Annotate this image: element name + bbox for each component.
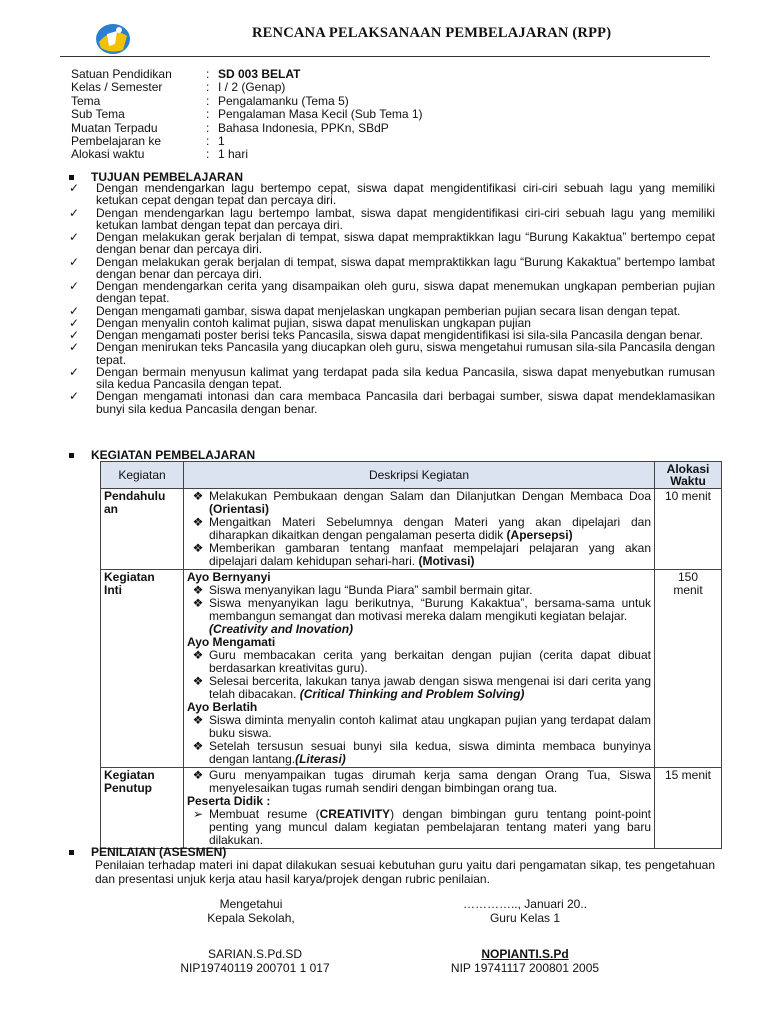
diamond-bullet-icon: ❖ xyxy=(192,648,204,662)
goal-text: Dengan menirukan teks Pancasila yang diucapkan oleh guru, siswa mengetahui rumusan sila-sila Pancasila dengan tepat. xyxy=(96,340,715,367)
arrow-bullet-icon: ➢ xyxy=(192,807,204,821)
diamond-bullet-icon: ❖ xyxy=(192,596,204,610)
item-tag: (Literasi) xyxy=(295,752,346,766)
item-text: Membuat resume (CREATIVITY) dengan bimbingan guru tentang point-point penting yang muncul dalam kegiatan pembelajaran tentang materi yang baru dilakukan. xyxy=(209,807,651,847)
check-icon: ✓ xyxy=(69,254,80,269)
identity-label: Kelas / Semester xyxy=(71,80,163,95)
item-text: Mengaitkan Materi Sebelumnya dengan Materi yang akan dipelajari dan diharapkan dikaitkan dengan pengalaman peserta didik (Apersepsi) xyxy=(209,515,651,542)
list-item xyxy=(187,808,651,847)
identity-row xyxy=(71,135,423,148)
item-text: Guru membacakan cerita yang berkaitan dengan pujian (cerita dapat dibuat berdasarkan kreativitas guru). xyxy=(209,648,651,675)
list-item xyxy=(187,542,651,568)
diamond-bullet-icon: ❖ xyxy=(192,674,204,688)
identity-value: Pengalamanku (Tema 5) xyxy=(218,93,349,108)
list-item xyxy=(187,490,651,516)
activity-description xyxy=(184,768,655,849)
square-bullet-icon xyxy=(69,850,74,855)
document-title: RENCANA PELAKSANAAN PEMBELAJARAN (RPP) xyxy=(252,25,612,41)
signature-left-name: SARIAN.S.Pd.SD NIP19740119 200701 1 017 xyxy=(180,947,330,975)
goals-list xyxy=(69,182,715,415)
square-bullet-icon xyxy=(69,453,74,458)
activity-description xyxy=(184,489,655,570)
activity-name: Pendahulu an xyxy=(101,489,184,570)
activity-table xyxy=(100,461,722,849)
assessment-text: Penilaian terhadap materi ini dapat dilakukan sesuai kebutuhan guru yaitu dari pengamatan sikap, tes pengetahuan dan presentasi unjuk kerja atau hasil karya/projek dengan rubric penilaian. xyxy=(95,858,715,886)
list-item xyxy=(187,516,651,542)
identity-colon: : xyxy=(206,93,210,108)
goal-item xyxy=(69,366,715,391)
table-row-pendahuluan xyxy=(101,489,722,570)
item-text: Guru menyampaikan tugas dirumah kerja sama dengan Orang Tua, Siswa menyelesaikan tugas rumah sendiri dengan bimbingan orang tua. xyxy=(209,768,651,795)
identity-value: Bahasa Indonesia, PPKn, SBdP xyxy=(218,120,389,135)
square-bullet-icon xyxy=(69,175,74,180)
diamond-bullet-icon: ❖ xyxy=(192,713,204,727)
tut-wuri-handayani-logo-icon xyxy=(93,22,133,58)
goal-text: Dengan bermain menyusun kalimat yang terdapat pada sila kedua Pancasila, siswa dapat menyebutkan rumusan sila kedua Pancasila dengan tepat. xyxy=(96,364,715,391)
item-tag: (Critical Thinking and Problem Solving) xyxy=(299,687,525,701)
section-heading-penilaian: PENILAIAN (ASESMEN) xyxy=(69,845,226,859)
signature-right: ………….., Januari 20.. Guru Kelas 1 xyxy=(462,897,588,925)
goal-text: Dengan mengamati gambar, siswa dapat menjelaskan ungkapan pemberian pujian secara lisan dengan tepat. xyxy=(96,303,681,318)
list-item xyxy=(187,649,651,675)
identity-value: 1 hari xyxy=(218,147,249,162)
goal-text: Dengan mendengarkan cerita yang disampaikan oleh guru, siswa dapat menemukan ungkapan pemberian pujian dengan tepat. xyxy=(96,279,715,306)
identity-label: Muatan Terpadu xyxy=(71,120,158,135)
group-note: (Creativity and Inovation) xyxy=(209,622,354,636)
diamond-bullet-icon: ❖ xyxy=(192,489,204,503)
identity-value: SD 003 BELAT xyxy=(218,67,301,81)
activity-name: Kegiatan Penutup xyxy=(101,768,184,849)
identity-row xyxy=(71,148,423,161)
goal-text: Dengan mendengarkan lagu bertempo cepat, siswa dapat mengidentifikasi ciri-ciri sebuah lagu yang memiliki ketukan cepat dengan tepat dan percaya diri. xyxy=(96,181,715,208)
identity-row xyxy=(71,108,423,121)
item-text: Melakukan Pembukaan dengan Salam dan Dilanjutkan Dengan Membaca Doa (Orientasi) xyxy=(209,489,651,516)
item-text: Selesai bercerita, lakukan tanya jawab dengan siswa mengenai isi dari cerita yang telah dibacakan. (Critical Thinking and Problem Solving) xyxy=(209,674,651,701)
list-item xyxy=(187,714,651,740)
goal-item xyxy=(69,390,715,415)
identity-colon: : xyxy=(206,80,210,95)
identity-colon: : xyxy=(206,120,210,135)
goal-text: Dengan mengamati intonasi dan cara membaca Pancasila dari berbagai sumber, siswa dapat mendeklamasikan bunyi sila kedua Pancasila dengan benar. xyxy=(96,389,715,416)
section-heading-tujuan: TUJUAN PEMBELAJARAN xyxy=(69,170,243,184)
check-icon: ✓ xyxy=(69,181,80,195)
check-icon: ✓ xyxy=(69,230,80,244)
identity-value: Pengalaman Masa Kecil (Sub Tema 1) xyxy=(218,107,423,122)
goal-text: Dengan melakukan gerak berjalan di tempat, siswa dapat mempraktikkan lagu “Burung Kakaktua” bertempo cepat dengan benar dan percaya diri. xyxy=(96,230,715,257)
identity-row xyxy=(71,81,423,94)
signature-left: Mengetahui Kepala Sekolah, xyxy=(207,897,295,925)
diamond-bullet-icon: ❖ xyxy=(192,739,204,753)
table-header-row xyxy=(101,462,722,489)
identity-colon: : xyxy=(206,147,210,162)
diamond-bullet-icon: ❖ xyxy=(192,768,204,782)
column-header: Alokasi Waktu xyxy=(655,462,722,489)
identity-value: I / 2 (Genap) xyxy=(218,80,286,95)
check-icon: ✓ xyxy=(69,389,80,404)
identity-value: 1 xyxy=(218,134,225,149)
identity-label: Pembelajaran ke xyxy=(71,134,162,149)
identity-colon: : xyxy=(206,134,210,149)
check-icon: ✓ xyxy=(69,328,80,342)
item-text: Siswa diminta menyalin contoh kalimat atau ungkapan pujian yang terdapat dalam buku siswa. xyxy=(209,713,651,740)
goal-text: Dengan melakukan gerak berjalan di tempat, siswa dapat mempraktikkan lagu “Burung Kakaktua” bertempo lambat dengan benar dan percaya diri. xyxy=(96,254,715,281)
group-title: Ayo Bernyanyi xyxy=(187,570,271,584)
column-header: Kegiatan xyxy=(101,462,184,489)
group-title: Peserta Didik : xyxy=(187,794,271,808)
check-icon: ✓ xyxy=(69,303,80,318)
activity-name: Kegiatan Inti xyxy=(101,570,184,768)
identity-label: Tema xyxy=(71,93,101,108)
diamond-bullet-icon: ❖ xyxy=(192,583,204,597)
goal-text: Dengan mendengarkan lagu bertempo lambat, siswa dapat mengidentifikasi ciri-ciri sebuah lagu yang memiliki ketukan lambat dengan tepat dan percaya diri. xyxy=(96,205,715,232)
check-icon: ✓ xyxy=(69,279,80,293)
identity-row xyxy=(71,122,423,135)
item-text: Siswa menyanyikan lagu “Bunda Piara” sambil bermain gitar. xyxy=(209,583,533,597)
item-text: Memberikan gambaran tentang manfaat mempelajari pelajaran yang akan dipelajari dalam kehidupan sehari-hari. (Motivasi) xyxy=(209,541,651,568)
item-tag: (Orientasi) xyxy=(209,502,270,516)
activity-time: 10 menit xyxy=(655,489,722,570)
goal-text: Dengan menyalin contoh kalimat pujian, siswa dapat menuliskan ungkapan pujian xyxy=(96,315,531,330)
item-text: Setelah tersusun sesuai bunyi sila kedua, siswa diminta membaca bunyinya dengan lantang.(Literasi) xyxy=(209,739,651,766)
item-tag: CREATIVITY xyxy=(319,807,391,821)
goal-item xyxy=(69,305,715,317)
group-title: Ayo Berlatih xyxy=(187,700,258,714)
check-icon: ✓ xyxy=(69,315,80,330)
goal-item xyxy=(69,256,715,281)
activity-time: 15 menit xyxy=(655,768,722,849)
identity-label: Alokasi waktu xyxy=(71,147,145,162)
goal-item xyxy=(69,280,715,305)
goal-text: Dengan mengamati poster berisi teks Pancasila, siswa dapat mengidentifikasi isi sila-sila Pancasila dengan benar. xyxy=(96,328,703,342)
goal-item xyxy=(69,341,715,366)
table-row-penutup xyxy=(101,768,722,849)
table-row-inti xyxy=(101,570,722,768)
check-icon: ✓ xyxy=(69,364,80,379)
goal-item xyxy=(69,207,715,232)
activity-description xyxy=(184,570,655,768)
item-tag: (Apersepsi) xyxy=(506,528,573,542)
identity-row xyxy=(71,95,423,108)
identity-label: Sub Tema xyxy=(71,107,125,122)
diamond-bullet-icon: ❖ xyxy=(192,541,204,555)
list-item xyxy=(187,675,651,701)
identity-colon: : xyxy=(206,107,210,122)
group-title: Ayo Mengamati xyxy=(187,635,276,649)
section-heading-kegiatan: KEGIATAN PEMBELAJARAN xyxy=(69,448,255,462)
check-icon: ✓ xyxy=(69,340,80,355)
item-tag: (Motivasi) xyxy=(418,554,475,568)
identity-label: Satuan Pendidikan xyxy=(71,67,172,81)
list-item xyxy=(187,740,651,766)
column-header: Deskripsi Kegiatan xyxy=(184,462,655,489)
signature-right-name: NOPIANTI.S.Pd NIP 19741117 200801 2005 xyxy=(450,947,600,975)
identity-row xyxy=(71,68,423,81)
goal-item xyxy=(69,231,715,256)
diamond-bullet-icon: ❖ xyxy=(192,515,204,529)
item-text: Siswa menyanyikan lagu berikutnya, “Burung Kakaktua”, bersama-sama untuk membangun semangat dan motivasi mereka dalam mengikuti kegiatan belajar. xyxy=(209,596,651,623)
check-icon: ✓ xyxy=(69,205,80,220)
activity-time: 150 menit xyxy=(655,570,722,768)
identity-colon: : xyxy=(206,67,210,81)
identity-block xyxy=(71,68,423,162)
list-item xyxy=(187,769,651,795)
list-item xyxy=(187,597,651,623)
title-divider xyxy=(60,56,710,57)
goal-item xyxy=(69,182,715,207)
